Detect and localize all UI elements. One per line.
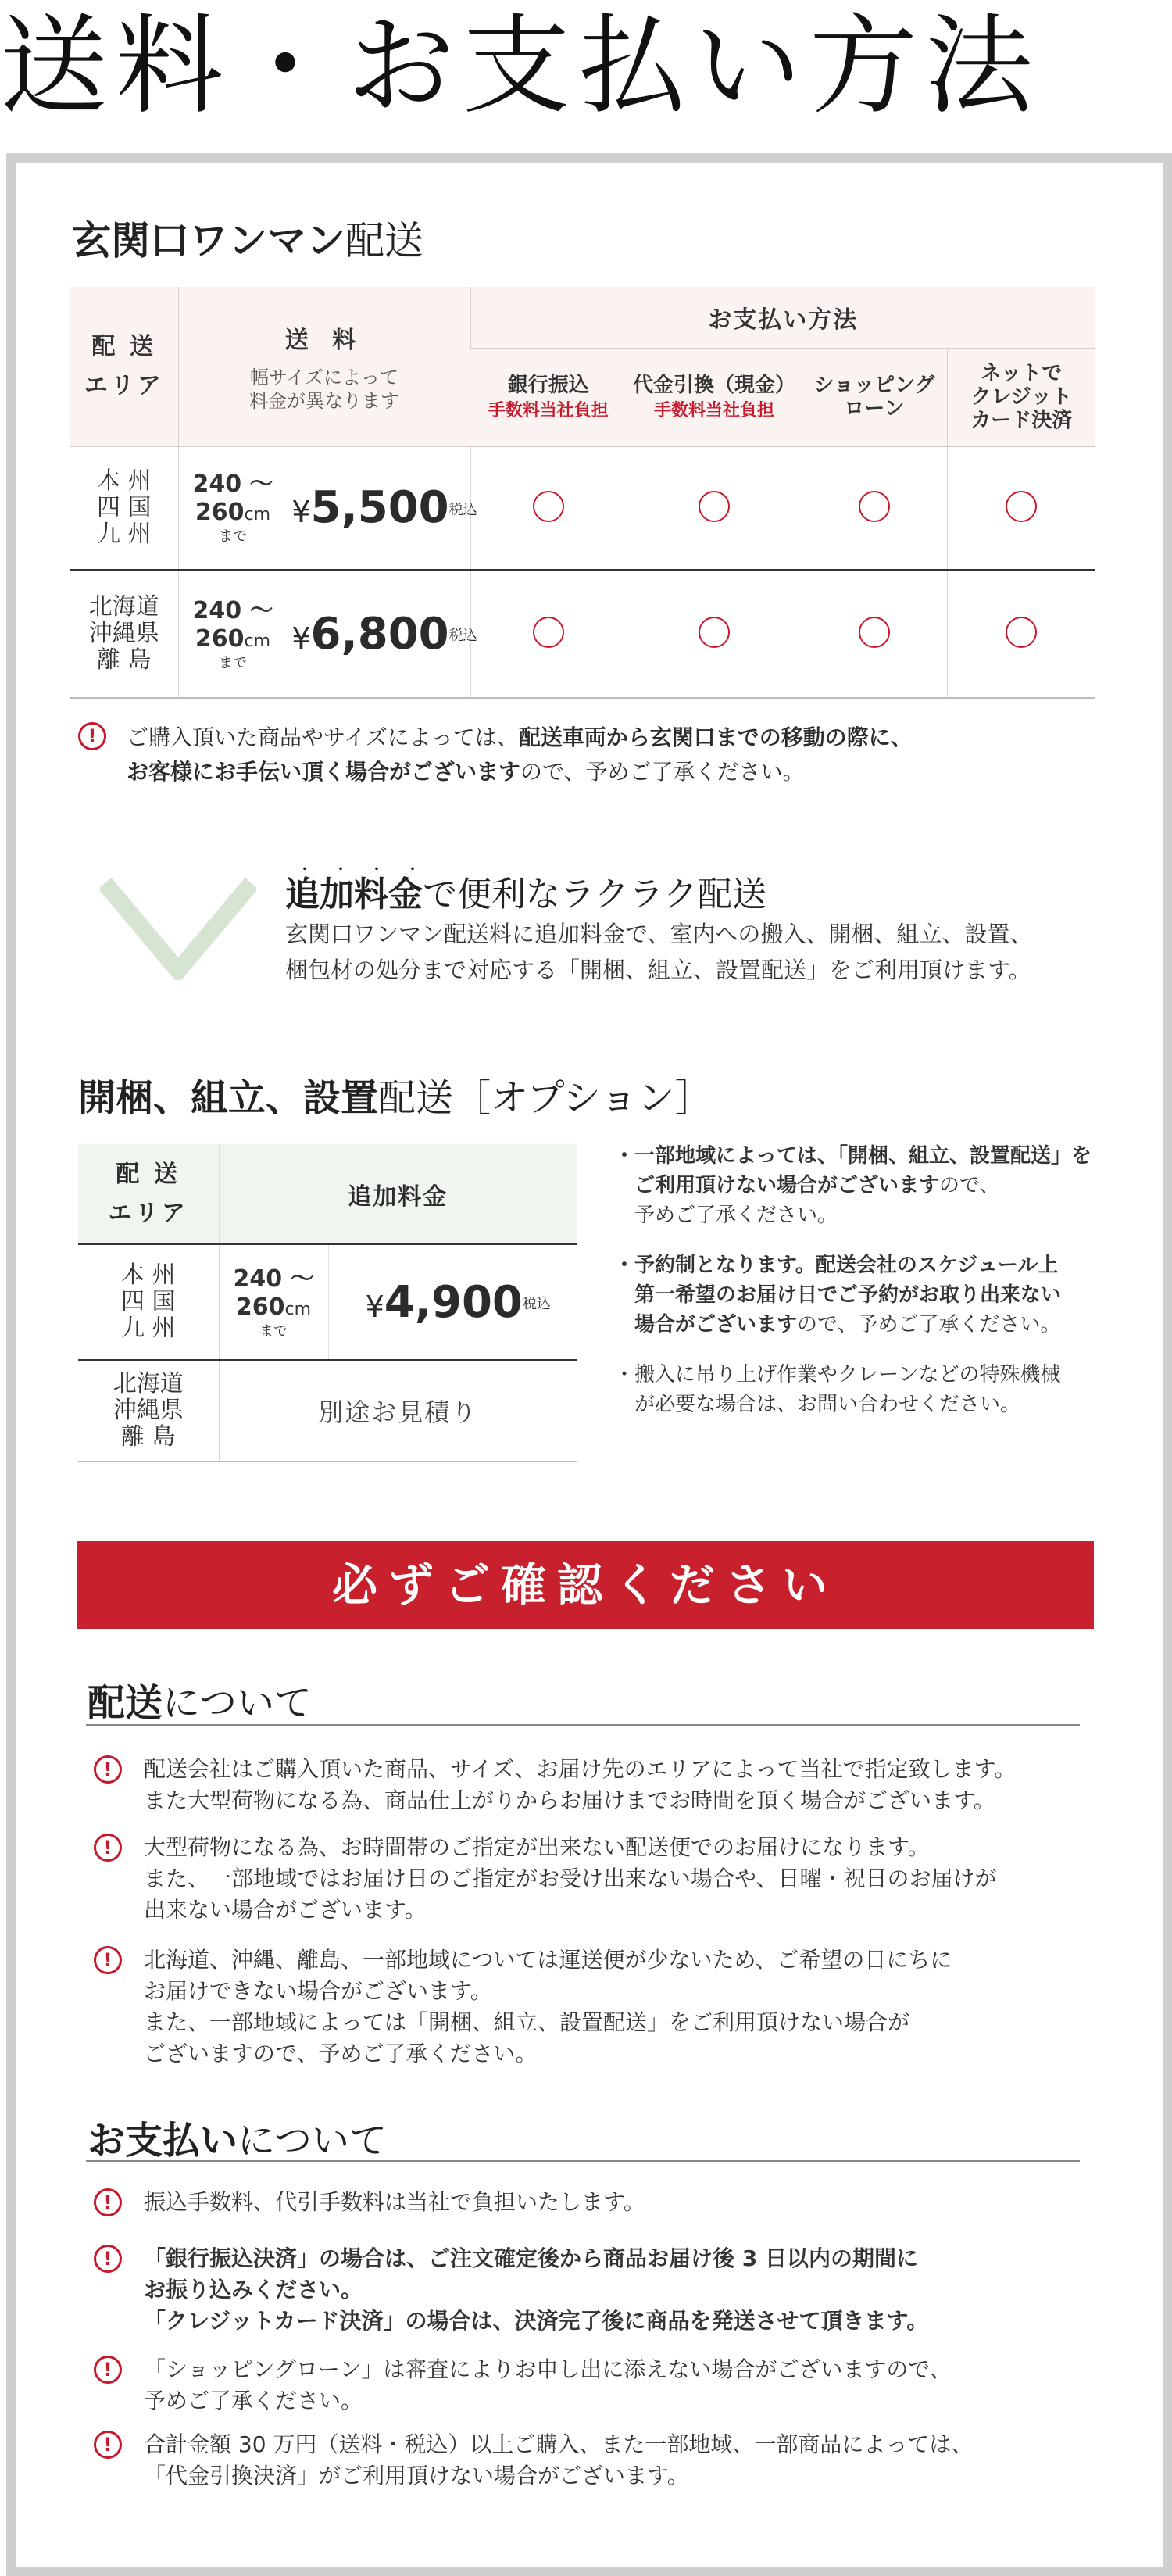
area-cell: 北海道 沖縄県 離 島 (70, 570, 178, 698)
delivery-item: 北海道、沖縄、離島、一部地域については運送便が少ないため、ご希望の日にちに お届けできない場合がございます。 また、一部地域によっては「開梱、組立、設置配送」をご利用頂けない場合が ございますので、予めご了承ください。 (144, 1947, 952, 2066)
caution-icon: ! (78, 722, 106, 750)
area-cell: 本 州 四 国 九 州 (70, 446, 178, 570)
circle-mark-icon (699, 617, 730, 648)
section-title-delivery: 配送について (88, 1681, 313, 1725)
delivery-item: 配送会社はご購入頂いた商品、サイズ、お届け先のエリアによって当社で指定致します。 また大型荷物になる為、商品仕上がりからお届けまでお時間を頂く場合がございます。 (144, 1756, 1017, 1813)
size-cell: 240 〜 260cm まで (178, 570, 288, 698)
emphasis-dots: ・・・・ (297, 860, 441, 878)
caution-icon: ! (94, 1834, 122, 1862)
section-rule (86, 1724, 1080, 1726)
payment-item: 「銀行振込決済」の場合は、ご注文確定後から商品お届け後 3 日以内の期間に お振り込みください。 「クレジットカード決済」の場合は、決済完了後に商品を発送させて頂きます。 (144, 2245, 929, 2334)
price-cell: ¥6,800税込 (288, 570, 470, 698)
method-bank: 銀行振込 手数料当社負担 (470, 348, 627, 446)
option-bullet: ・一部地域によっては、「開梱、組立、設置配送」を ご利用頂けない場合がございますので、 予めご了承ください。 (614, 1144, 1092, 1227)
mark-cell (627, 446, 802, 570)
mark-cell (470, 570, 627, 698)
mark-cell (470, 446, 627, 570)
option-promo-desc: 玄関口ワンマン配送料に追加料金で、室内への搬入、開梱、組立、設置、 梱包材の処分まで対応する「開梱、組立、設置配送」をご利用頂けます。 (285, 921, 1033, 983)
circle-mark-icon (1006, 491, 1037, 522)
caution-icon: ! (94, 1946, 122, 1974)
price-cell: ¥4,900税込 (328, 1244, 577, 1360)
size-cell: 240 〜 260cm まで (219, 1244, 328, 1360)
circle-mark-icon (859, 491, 890, 522)
option-fee-table (78, 1144, 577, 1462)
option-promo-title: 追加料金で便利なラクラク配送 (285, 875, 766, 914)
mark-cell (802, 446, 947, 570)
payment-header: お支払い方法 (470, 287, 1095, 348)
section-rule (86, 2160, 1080, 2162)
option-bullet: ・予約制となります。配送会社のスケジュール上 第一希望のお届け日でご予約がお取り出来ない 場合がございますので、予めご了承ください。 (614, 1254, 1062, 1336)
confirm-banner: 必ずご確認ください (77, 1541, 1094, 1629)
caution-icon: ! (94, 2356, 122, 2384)
circle-mark-icon (699, 491, 730, 522)
mark-cell (947, 570, 1095, 698)
method-credit: ネットで クレジット カード決済 (947, 348, 1095, 446)
mark-cell (802, 570, 947, 698)
method-cod: 代金引換（現金） 手数料当社負担 (627, 348, 802, 446)
circle-mark-icon (1006, 617, 1037, 648)
section-title-option: 開梱、組立、設置配送［オプション］ (78, 1076, 713, 1120)
payment-item: 「ショッピングローン」は審査によりお申し出に添えない場合がございますので、 予めご了承ください。 (144, 2356, 952, 2413)
method-loan: ショッピング ローン (802, 348, 947, 446)
payment-item: 合計金額 30 万円（送料・税込）以上ご購入、また一部地域、一部商品によっては、 「代金引換決済」がご利用頂けない場合がございます。 (144, 2431, 974, 2488)
area-header: 配 送 エリア (70, 287, 178, 446)
area-header: 配 送 エリア (78, 1144, 219, 1244)
caution-icon: ! (94, 2188, 122, 2216)
shipping-fee-table (70, 287, 1095, 699)
section1-note: ご購入頂いた商品やサイズによっては、配送車両から玄関口までの移動の際に、 お客様にお手伝い頂く場合がございますので、予めご了承ください。 (127, 724, 913, 785)
caution-icon: ! (94, 2431, 122, 2459)
option-bullet: ・搬入に吊り上げ作業やクレーンなどの特殊機械 が必要な場合は、お問い合わせください。 (614, 1363, 1061, 1416)
circle-mark-icon (533, 617, 564, 648)
area-cell: 本 州 四 国 九 州 (78, 1244, 219, 1360)
delivery-item: 大型荷物になる為、お時間帯のご指定が出来ない配送便でのお届けになります。 また、一部地域ではお届け日のご指定がお受け出来ない場合や、日曜・祝日のお届けが 出来ない場合がございます。 (144, 1834, 997, 1923)
mark-cell (947, 446, 1095, 570)
estimate-cell: 別途お見積り (219, 1360, 577, 1462)
add-fee-header: 追加料金 (219, 1144, 577, 1244)
section-title-payment: お支払いについて (88, 2119, 388, 2163)
page-title: 送料・お支払い方法 (0, 3, 1042, 129)
size-cell: 240 〜 260cm まで (178, 446, 288, 570)
caution-icon: ! (94, 1755, 122, 1784)
area-cell: 北海道 沖縄県 離 島 (78, 1360, 219, 1462)
circle-mark-icon (533, 491, 564, 522)
section-title-genkan: 玄関口ワンマン配送 (72, 218, 423, 263)
fee-header: 送 料 幅サイズによって 料金が異なります (178, 287, 470, 446)
price-cell: ¥5,500税込 (288, 446, 470, 570)
circle-mark-icon (859, 617, 890, 648)
mark-cell (627, 570, 802, 698)
caution-icon: ! (94, 2245, 122, 2273)
payment-item: 振込手数料、代引手数料は当社で負担いたします。 (144, 2189, 645, 2215)
chevron-down-icon (100, 878, 256, 980)
